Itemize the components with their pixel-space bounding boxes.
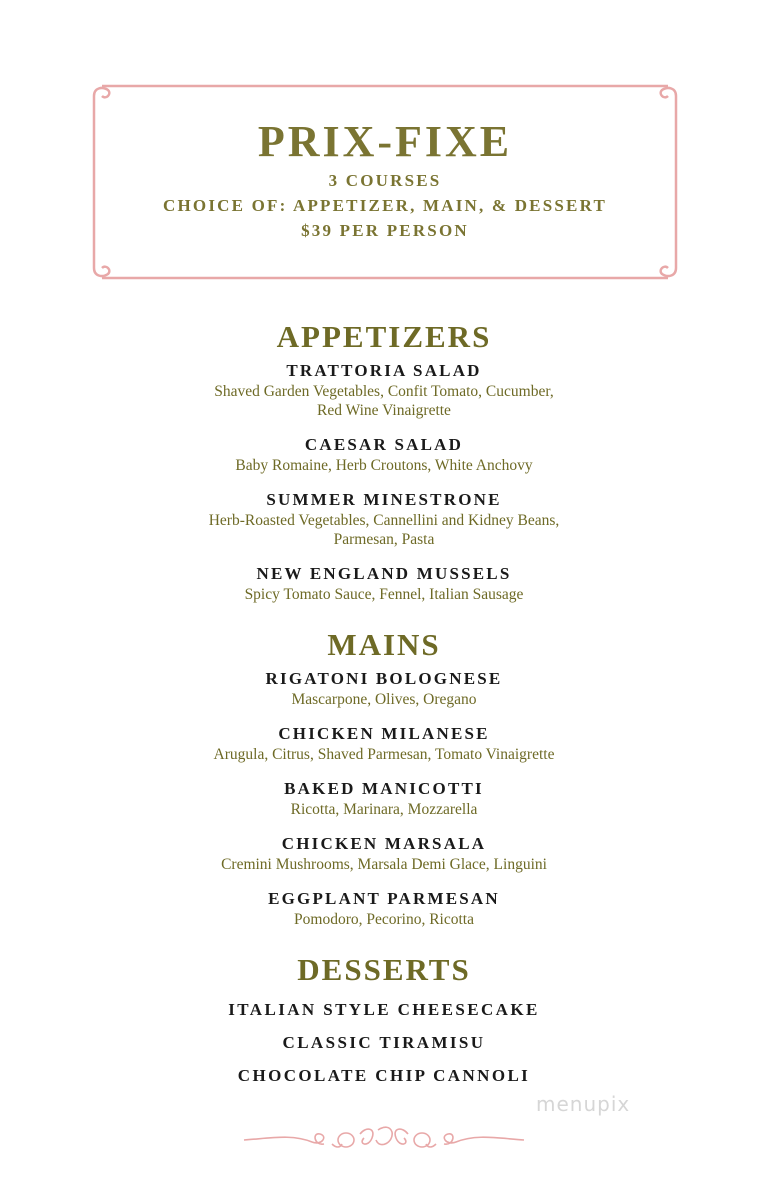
menupix-watermark: menupix: [536, 1092, 631, 1116]
menu-item: [0, 778, 768, 819]
item-name: TRATTORIA SALAD: [286, 361, 482, 380]
item-description: Baby Romaine, Herb Croutons, White Anchovy: [235, 457, 533, 474]
choice-line: CHOICE OF: APPETIZER, MAIN, & DESSERT: [163, 196, 607, 215]
item-description: Shaved Garden Vegetables, Confit Tomato, Cucumber,: [214, 383, 554, 400]
item-description: Herb-Roasted Vegetables, Cannellini and Kidney Beans,: [208, 512, 560, 529]
item-description: Mascarpone, Olives, Oregano: [291, 691, 477, 708]
menu-item: [0, 723, 768, 764]
item-name: BAKED MANICOTTI: [284, 779, 484, 798]
menu-item: [0, 888, 768, 929]
dessert-item: CLASSIC TIRAMISU: [282, 1033, 486, 1052]
item-description: Cremini Mushrooms, Marsala Demi Glace, Linguini: [221, 856, 547, 873]
price-line: $39 PER PERSON: [301, 221, 469, 240]
menu-item: [0, 833, 768, 874]
item-description: Spicy Tomato Sauce, Fennel, Italian Sausage: [244, 586, 524, 603]
item-description: Arugula, Citrus, Shaved Parmesan, Tomato Vinaigrette: [213, 746, 555, 763]
courses-line: 3 COURSES: [328, 171, 442, 190]
item-description: Ricotta, Marinara, Mozzarella: [290, 801, 478, 818]
item-description: Pomodoro, Pecorino, Ricotta: [294, 911, 474, 928]
menu-item: [0, 434, 768, 475]
dessert-item: CHOCOLATE CHIP CANNOLI: [237, 1066, 531, 1085]
menu-item: [0, 360, 768, 420]
item-name: EGGPLANT PARMESAN: [268, 889, 500, 908]
item-name: CHICKEN MILANESE: [278, 724, 490, 743]
desserts-heading: DESSERTS: [297, 952, 471, 987]
appetizers-heading: APPETIZERS: [276, 319, 492, 354]
menu-item: [0, 563, 768, 604]
item-name: CAESAR SALAD: [304, 435, 464, 454]
item-name: CHICKEN MARSALA: [281, 834, 487, 853]
item-description: Red Wine Vinaigrette: [317, 402, 451, 419]
menu-item: [0, 668, 768, 709]
item-description: Parmesan, Pasta: [333, 531, 435, 548]
item-name: NEW ENGLAND MUSSELS: [256, 564, 512, 583]
item-name: SUMMER MINESTRONE: [266, 490, 502, 509]
header-frame: [92, 84, 678, 280]
prix-fixe-title: PRIX-FIXE: [257, 117, 513, 166]
flourish-ornament-icon: [242, 1120, 526, 1160]
mains-heading: MAINS: [327, 627, 441, 662]
menu-content: [0, 318, 768, 1092]
menu-item: [0, 489, 768, 549]
dessert-item: ITALIAN STYLE CHEESECAKE: [228, 1000, 540, 1019]
item-name: RIGATONI BOLOGNESE: [265, 669, 503, 688]
